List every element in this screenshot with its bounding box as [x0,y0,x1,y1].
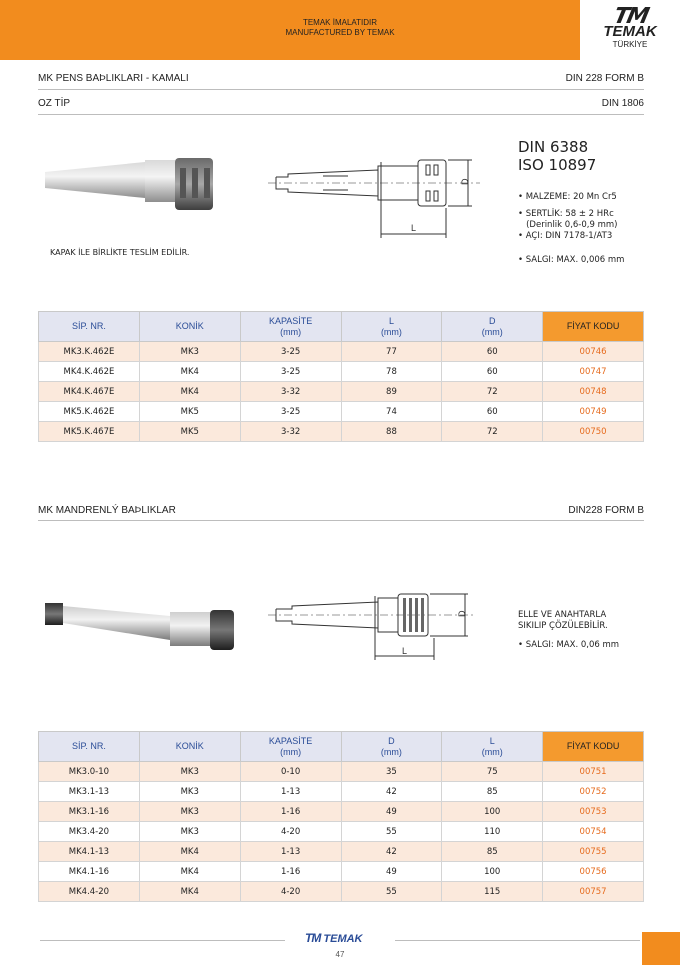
table-cell: 35 [341,762,442,782]
table-cell: MK4.1-16 [39,862,140,882]
table-cell: MK4 [139,382,240,402]
table-cell: MK3 [139,782,240,802]
table-row [39,802,644,822]
table-cell: 49 [341,802,442,822]
table-row [39,382,644,402]
divider [38,114,644,115]
table-cell: MK4 [139,862,240,882]
table-cell: 4-20 [240,822,341,842]
table-cell: 72 [442,382,543,402]
table-cell: 100 [442,862,543,882]
section1-title: MK PENS BAÞLIKLARI - KAMALI [38,73,189,84]
section2-heading [38,505,644,521]
spec-depth: (Derinlik 0,6-0,9 mm) [518,220,618,230]
table-cell: MK4 [139,362,240,382]
table-cell: 55 [341,822,442,842]
col-price-code: FİYAT KODU [543,312,644,342]
table-cell: 89 [341,382,442,402]
section1-subtitle: OZ TİP [38,98,71,109]
collet-holder-table [38,311,644,442]
chuck-arbor-table [38,731,644,902]
table-cell: 3-32 [240,382,341,402]
spec-material: • MALZEME: 20 Mn Cr5 [518,192,617,202]
spec-standard-din: DIN 6388 [518,138,589,156]
section1-subheading [38,98,644,114]
table-cell: MK3.4-20 [39,822,140,842]
table-cell: 74 [341,402,442,422]
price-code-cell: 00750 [543,422,644,442]
table-cell: MK5.K.467E [39,422,140,442]
logo-mark: TM [610,4,650,29]
table-row [39,842,644,862]
brand-logo [580,0,680,60]
diameter-label: D [457,610,467,617]
length-label: L [402,646,408,656]
table-cell: MK4.K.467E [39,382,140,402]
table-cell: 42 [341,782,442,802]
table-cell: 1-16 [240,862,341,882]
col-taper: KONİK [139,732,240,762]
table-cell: MK5.K.462E [39,402,140,422]
table-cell: 60 [442,402,543,422]
price-code-cell: 00749 [543,402,644,422]
note-release: SIKILIP ÇÖZÜLEBİLİR. [518,621,608,631]
table-cell: 3-25 [240,362,341,382]
table-row [39,822,644,842]
col-length: L (mm) [442,732,543,762]
logo-text: TEMAK [603,23,657,40]
table-row [39,342,644,362]
col-length: L (mm) [341,312,442,342]
table-cell: 4-20 [240,882,341,902]
spec-runout: • SALGI: MAX. 0,006 mm [518,255,625,265]
note-manual: ELLE VE ANAHTARLA [518,610,607,620]
price-code-cell: 00748 [543,382,644,402]
col-order-no: SİP. NR. [39,312,140,342]
table-cell: 78 [341,362,442,382]
section2-title: MK MANDRENLÝ BAÞLIKLAR [38,505,176,516]
table-cell: MK4.1-13 [39,842,140,862]
table-header [39,732,644,762]
col-diameter: D (mm) [341,732,442,762]
page-number: 47 [335,950,345,959]
spec-standard-iso: ISO 10897 [518,156,597,174]
table-cell: 1-13 [240,842,341,862]
table-cell: 49 [341,862,442,882]
collet-holder-drawing [268,150,483,242]
table-cell: 0-10 [240,762,341,782]
table-row [39,422,644,442]
manufactured-en: MANUFACTURED BY TEMAK [285,28,395,37]
col-order-no: SİP. NR. [39,732,140,762]
price-code-cell: 00752 [543,782,644,802]
table-cell: MK5 [139,402,240,422]
table-cell: 110 [442,822,543,842]
footer-logo-mark: TM [305,931,321,945]
length-label: L [411,223,417,233]
section1-heading [38,73,644,89]
table-cell: 1-16 [240,802,341,822]
chuck-arbor-photo [40,598,240,658]
table-cell: 72 [442,422,543,442]
note-runout: • SALGI: MAX. 0,06 mm [518,640,620,650]
divider [38,89,644,90]
footer-divider [40,940,285,941]
chuck-notes [518,610,619,651]
table-cell: MK4 [139,842,240,862]
price-code-cell: 00747 [543,362,644,382]
section1-substandard: DIN 1806 [601,98,644,109]
price-code-cell: 00757 [543,882,644,902]
table-cell: 60 [442,362,543,382]
spec-list [518,192,624,266]
table-cell: 3-32 [240,422,341,442]
manufactured-tr: TEMAK İMALATIDIR [302,18,378,27]
section1-standard: DIN 228 FORM B [565,73,644,84]
table-row [39,862,644,882]
price-code-cell: 00751 [543,762,644,782]
header-band [0,0,580,60]
table-cell: MK4.K.462E [39,362,140,382]
footer-logo-text: TEMAK [323,933,363,945]
table-cell: 3-25 [240,342,341,362]
table-cell: MK3.1-13 [39,782,140,802]
section2-standard: DIN228 FORM B [568,505,644,516]
diameter-label: D [460,178,470,185]
footer-divider [395,940,640,941]
table-cell: 85 [442,842,543,862]
table-cell: 55 [341,882,442,902]
col-capacity: KAPASİTE (mm) [240,732,341,762]
price-code-cell: 00755 [543,842,644,862]
spec-standards [518,138,596,174]
table-row [39,402,644,422]
table-header [39,312,644,342]
table-cell: 1-13 [240,782,341,802]
table-cell: MK4.4-20 [39,882,140,902]
delivery-note: KAPAK İLE BİRLİKTE TESLİM EDİLİR. [50,248,190,257]
footer-logo [305,931,377,945]
table-cell: 77 [341,342,442,362]
logo-subtitle: TÜRKİYE [612,40,648,49]
table-cell: MK3.1-16 [39,802,140,822]
table-row [39,762,644,782]
spec-hardness: • SERTLİK: 58 ± 2 HRc [518,209,614,219]
price-code-cell: 00746 [543,342,644,362]
table-cell: 88 [341,422,442,442]
spec-angle: • AÇI: DIN 7178-1/AT3 [518,231,613,241]
price-code-cell: 00756 [543,862,644,882]
price-code-cell: 00754 [543,822,644,842]
table-cell: MK3 [139,762,240,782]
table-cell: 42 [341,842,442,862]
manufacturer-note [270,18,410,38]
table-cell: MK3 [139,342,240,362]
col-taper: KONİK [139,312,240,342]
collet-holder-photo [40,150,230,225]
table-cell: MK4 [139,882,240,902]
table-cell: 85 [442,782,543,802]
table-cell: MK3 [139,802,240,822]
table-cell: MK3 [139,822,240,842]
table-row [39,782,644,802]
table-cell: 115 [442,882,543,902]
table-cell: 3-25 [240,402,341,422]
table-cell: MK5 [139,422,240,442]
table-cell: 60 [442,342,543,362]
table-cell: MK3.0-10 [39,762,140,782]
table-row [39,362,644,382]
divider [38,520,644,521]
table-row [39,882,644,902]
price-code-cell: 00753 [543,802,644,822]
chuck-arbor-drawing [268,588,478,666]
col-capacity: KAPASİTE (mm) [240,312,341,342]
col-price-code: FİYAT KODU [543,732,644,762]
corner-accent [642,932,680,965]
table-cell: MK3.K.462E [39,342,140,362]
table-cell: 100 [442,802,543,822]
table-cell: 75 [442,762,543,782]
col-diameter: D (mm) [442,312,543,342]
